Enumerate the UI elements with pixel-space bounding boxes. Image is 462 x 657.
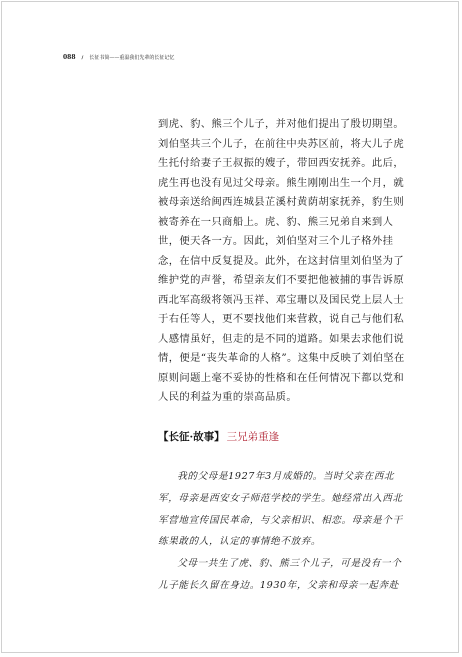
running-head-separator: / — [81, 55, 84, 61]
story-label: 【长征·故事】 — [158, 431, 225, 443]
story-title: 三兄弟重逢 — [226, 431, 280, 443]
story-paragraph-1: 我的父母是1927年3月成婚的。当时父亲在西北军，母亲是西安女子师范学校的学生。她经常出入西北军营地宣传国民革命，与父亲相识、相恋。母亲是个干练果敢的人，认定的事情绝不放弃。 — [158, 471, 403, 548]
story-heading — [158, 430, 279, 444]
body-text — [158, 115, 410, 408]
running-head — [63, 55, 174, 61]
story-paragraph-2: 父母一共生了虎、豹、熊三个儿子，可是没有一个儿子能长久留在身边。1930年，父亲和母亲一起奔赴 — [158, 558, 402, 591]
page-number: 088 — [63, 54, 76, 61]
book-page — [1, 1, 459, 653]
book-title: 长征书简——重温我们先辈的长征记忆 — [89, 55, 175, 61]
story-text — [158, 466, 410, 597]
body-paragraph: 到虎、豹、熊三个儿子，并对他们提出了殷切期望。刘伯坚共三个儿子，在前往中央苏区前，将大儿子虎生托付给妻子王叔振的嫂子，带回西安抚养。此后，虎生再也没有见过父母亲。熊生刚刚出生一个月，就被母亲送给闽西连城县芷溪村黄荫胡家抚养，豹生则被寄养在一只商船上。虎、豹、熊三兄弟自来到人世，便天各一方。因此，刘伯坚对三个儿子格外挂念，在信中反复提及。此外，在这封信里刘伯坚为了维护党的声誉，希望亲友们不要把他被捕的事告诉原西北军高级将领冯玉祥、邓宝珊以及国民党上层人士于右任等人，更不要找他们来营救，说自己与他们私人感情虽好，但走的是不同的道路。如果去求他们说情，便是“丧失革命的人格”。这集中反映了刘伯坚在原则问题上毫不妥协的性格和在任何情况下都以党和人民的利益为重的崇高品质。 — [158, 118, 405, 403]
